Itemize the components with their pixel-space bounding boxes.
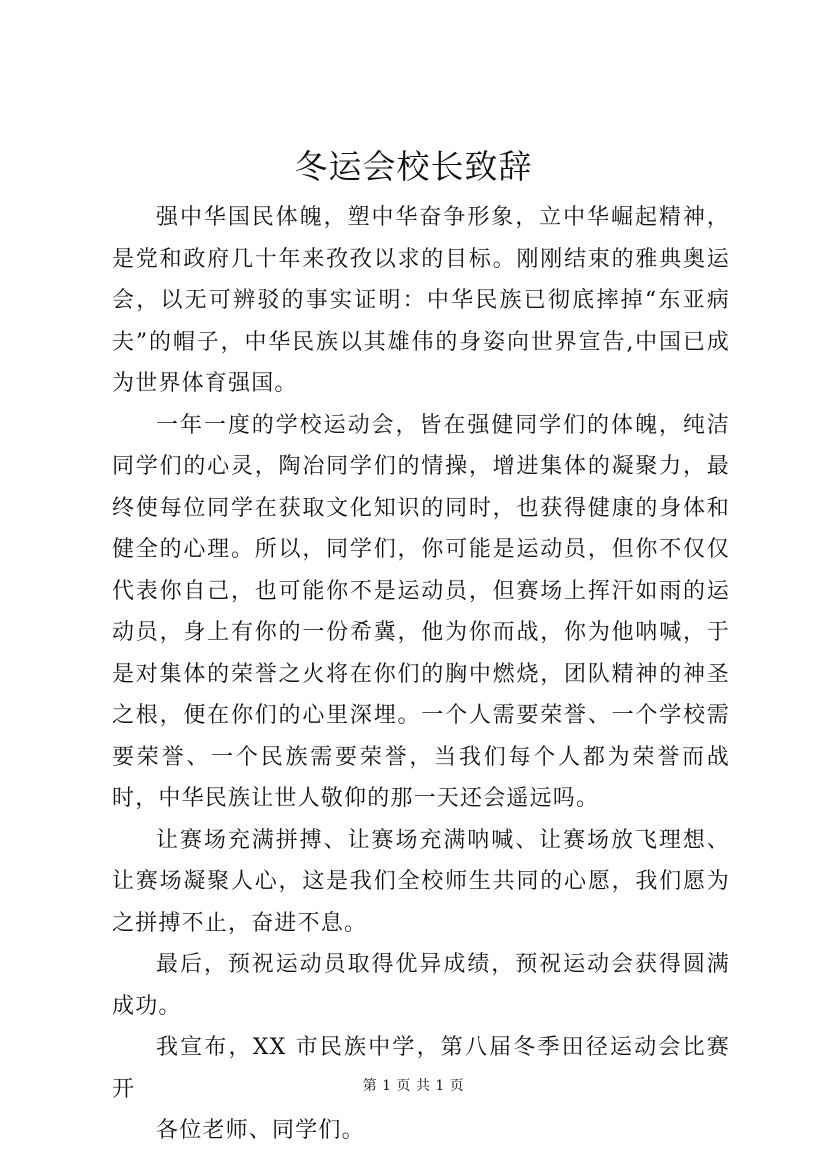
document-title: 冬运会校长致辞 (294, 147, 533, 186)
paragraph-3: 让赛场充满拼搏、让赛场充满呐喊、让赛场放飞理想、让赛场凝聚人心，这是我们全校师生共同的心愿，我们愿为之拼搏不止，奋进不息。 (112, 827, 730, 936)
paragraph-4: 最后，预祝运动员取得优异成绩，预祝运动会获得圆满成功。 (112, 952, 730, 1019)
document-body (112, 197, 730, 1152)
paragraph-5: 我宣布，XX 市民族中学，第八届冬季田径运动会比赛开 (112, 1035, 730, 1102)
paragraph-2: 一年一度的学校运动会，皆在强健同学们的体魄，纯洁同学们的心灵，陶冶同学们的情操，增进集体的凝聚力，最终使每位同学在获取文化知识的同时，也获得健康的身体和健全的心理。所以，同学们，你可能是运动员，但你不仅仅代表你自己，也可能你不是运动员，但赛场上挥汗如雨的运动员，身上有你的一份希冀，他为你而战，你为他呐喊，于是对集体的荣誉之火将在你们的胸中燃烧，团队精神的神圣之根，便在你们的心里深埋。一个人需要荣誉、一个学校需要荣誉、一个民族需要荣誉，当我们每个人都为荣誉而战时，中华民族让世人敬仰的那一天还会遥远吗。 (112, 412, 730, 811)
paragraph-6: 各位老师、同学们。 (156, 1118, 365, 1143)
page-footer: 第 1 页 共 1 页 (362, 1078, 465, 1094)
paragraph-1: 强中华国民体魄，塑中华奋争形象，立中华崛起精神，是党和政府几十年来孜孜以求的目标。刚刚结束的雅典奥运会，以无可辨驳的事实证明：中华民族已彻底摔掉“东亚病夫”的帽子，中华民族以其雄伟的身姿向世界宣告,中国已成为世界体育强国。 (112, 205, 730, 396)
